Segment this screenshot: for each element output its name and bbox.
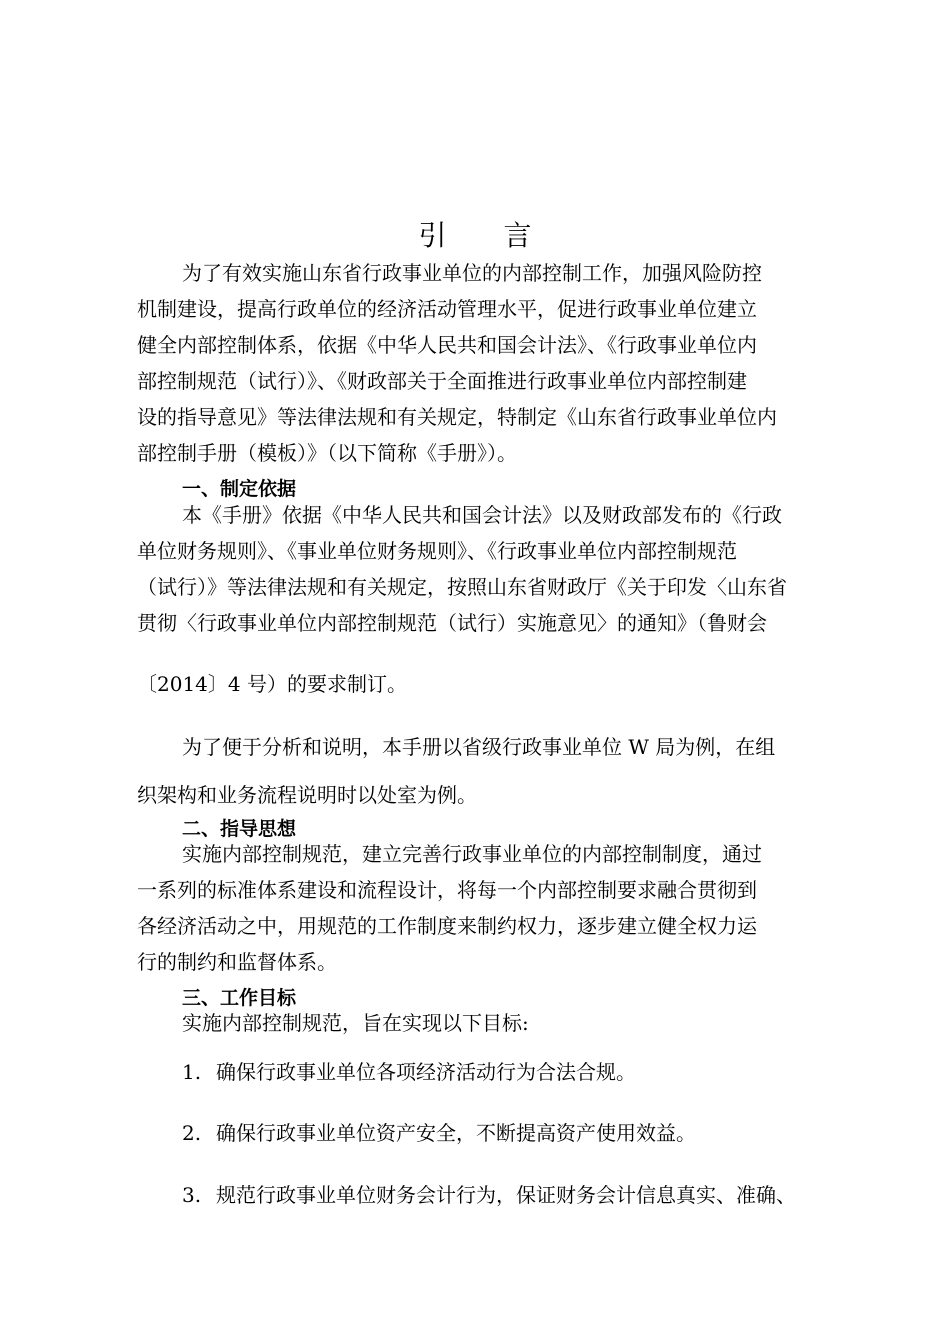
intro-line: 机制建设，提高行政单位的经济活动管理水平，促进行政事业单位建立 [137,297,757,321]
list-item [182,1117,696,1149]
list-number: 3. [182,1183,202,1207]
section-line: （试行）》等法律法规和有关规定，按照山东省财政厅《关于印发〈山东省 [137,575,787,599]
section-line: 一系列的标准体系建设和流程设计，将每一个内部控制要求融合贯彻到 [137,878,757,902]
list-text: 确保行政事业单位各项经济活动行为合法合规。 [216,1060,636,1084]
intro-line: 部控制手册（模板）》（以下简称《手册》）。 [137,441,517,465]
section-lead: 实施内部控制规范，旨在实现以下目标: [182,1011,529,1035]
section-line: 各经济活动之中，用规范的工作制度来制约权力，逐步建立健全权力运 [137,914,757,938]
list-number: 1. [182,1060,202,1084]
section-line: 实施内部控制规范，建立完善行政事业单位的内部控制制度，通过 [182,842,762,866]
section-line: 行的制约和监督体系。 [137,950,337,974]
list-text: 确保行政事业单位资产安全，不断提高资产使用效益。 [216,1121,696,1145]
note-line: 织架构和业务流程说明时以处室为例。 [137,783,477,807]
list-item [182,1179,796,1211]
intro-line: 为了有效实施山东省行政事业单位的内部控制工作，加强风险防控 [182,261,762,285]
list-text: 规范行政事业单位财务会计行为，保证财务会计信息真实、准确、 [216,1183,796,1207]
list-number: 2. [182,1121,202,1145]
intro-line: 设的指导意见》等法律法规和有关规定，特制定《山东省行政事业单位内 [137,405,777,429]
intro-line: 部控制规范（试行）》、《财政部关于全面推进行政事业单位内部控制建 [137,369,747,393]
intro-line: 健全内部控制体系，依据《中华人民共和国会计法》、《行政事业单位内 [137,333,757,357]
note-line: 为了便于分析和说明，本手册以省级行政事业单位 W 局为例，在组 [182,735,776,759]
section-line: 贯彻〈行政事业单位内部控制规范（试行）实施意见〉的通知》（鲁财会 [137,611,767,635]
section-line: 本《手册》依据《中华人民共和国会计法》以及财政部发布的《行政 [182,503,782,527]
list-item [182,1056,636,1088]
page-title: 引 言 [418,219,556,252]
section-line: 单位财务规则》、《事业单位财务规则》、《行政事业单位内部控制规范 [137,539,737,563]
section-heading: 二、指导思想 [182,818,297,840]
section-heading: 三、工作目标 [182,987,297,1009]
section-line: 〔2014〕4 号）的要求制订。 [137,672,407,696]
section-heading: 一、制定依据 [182,478,297,500]
